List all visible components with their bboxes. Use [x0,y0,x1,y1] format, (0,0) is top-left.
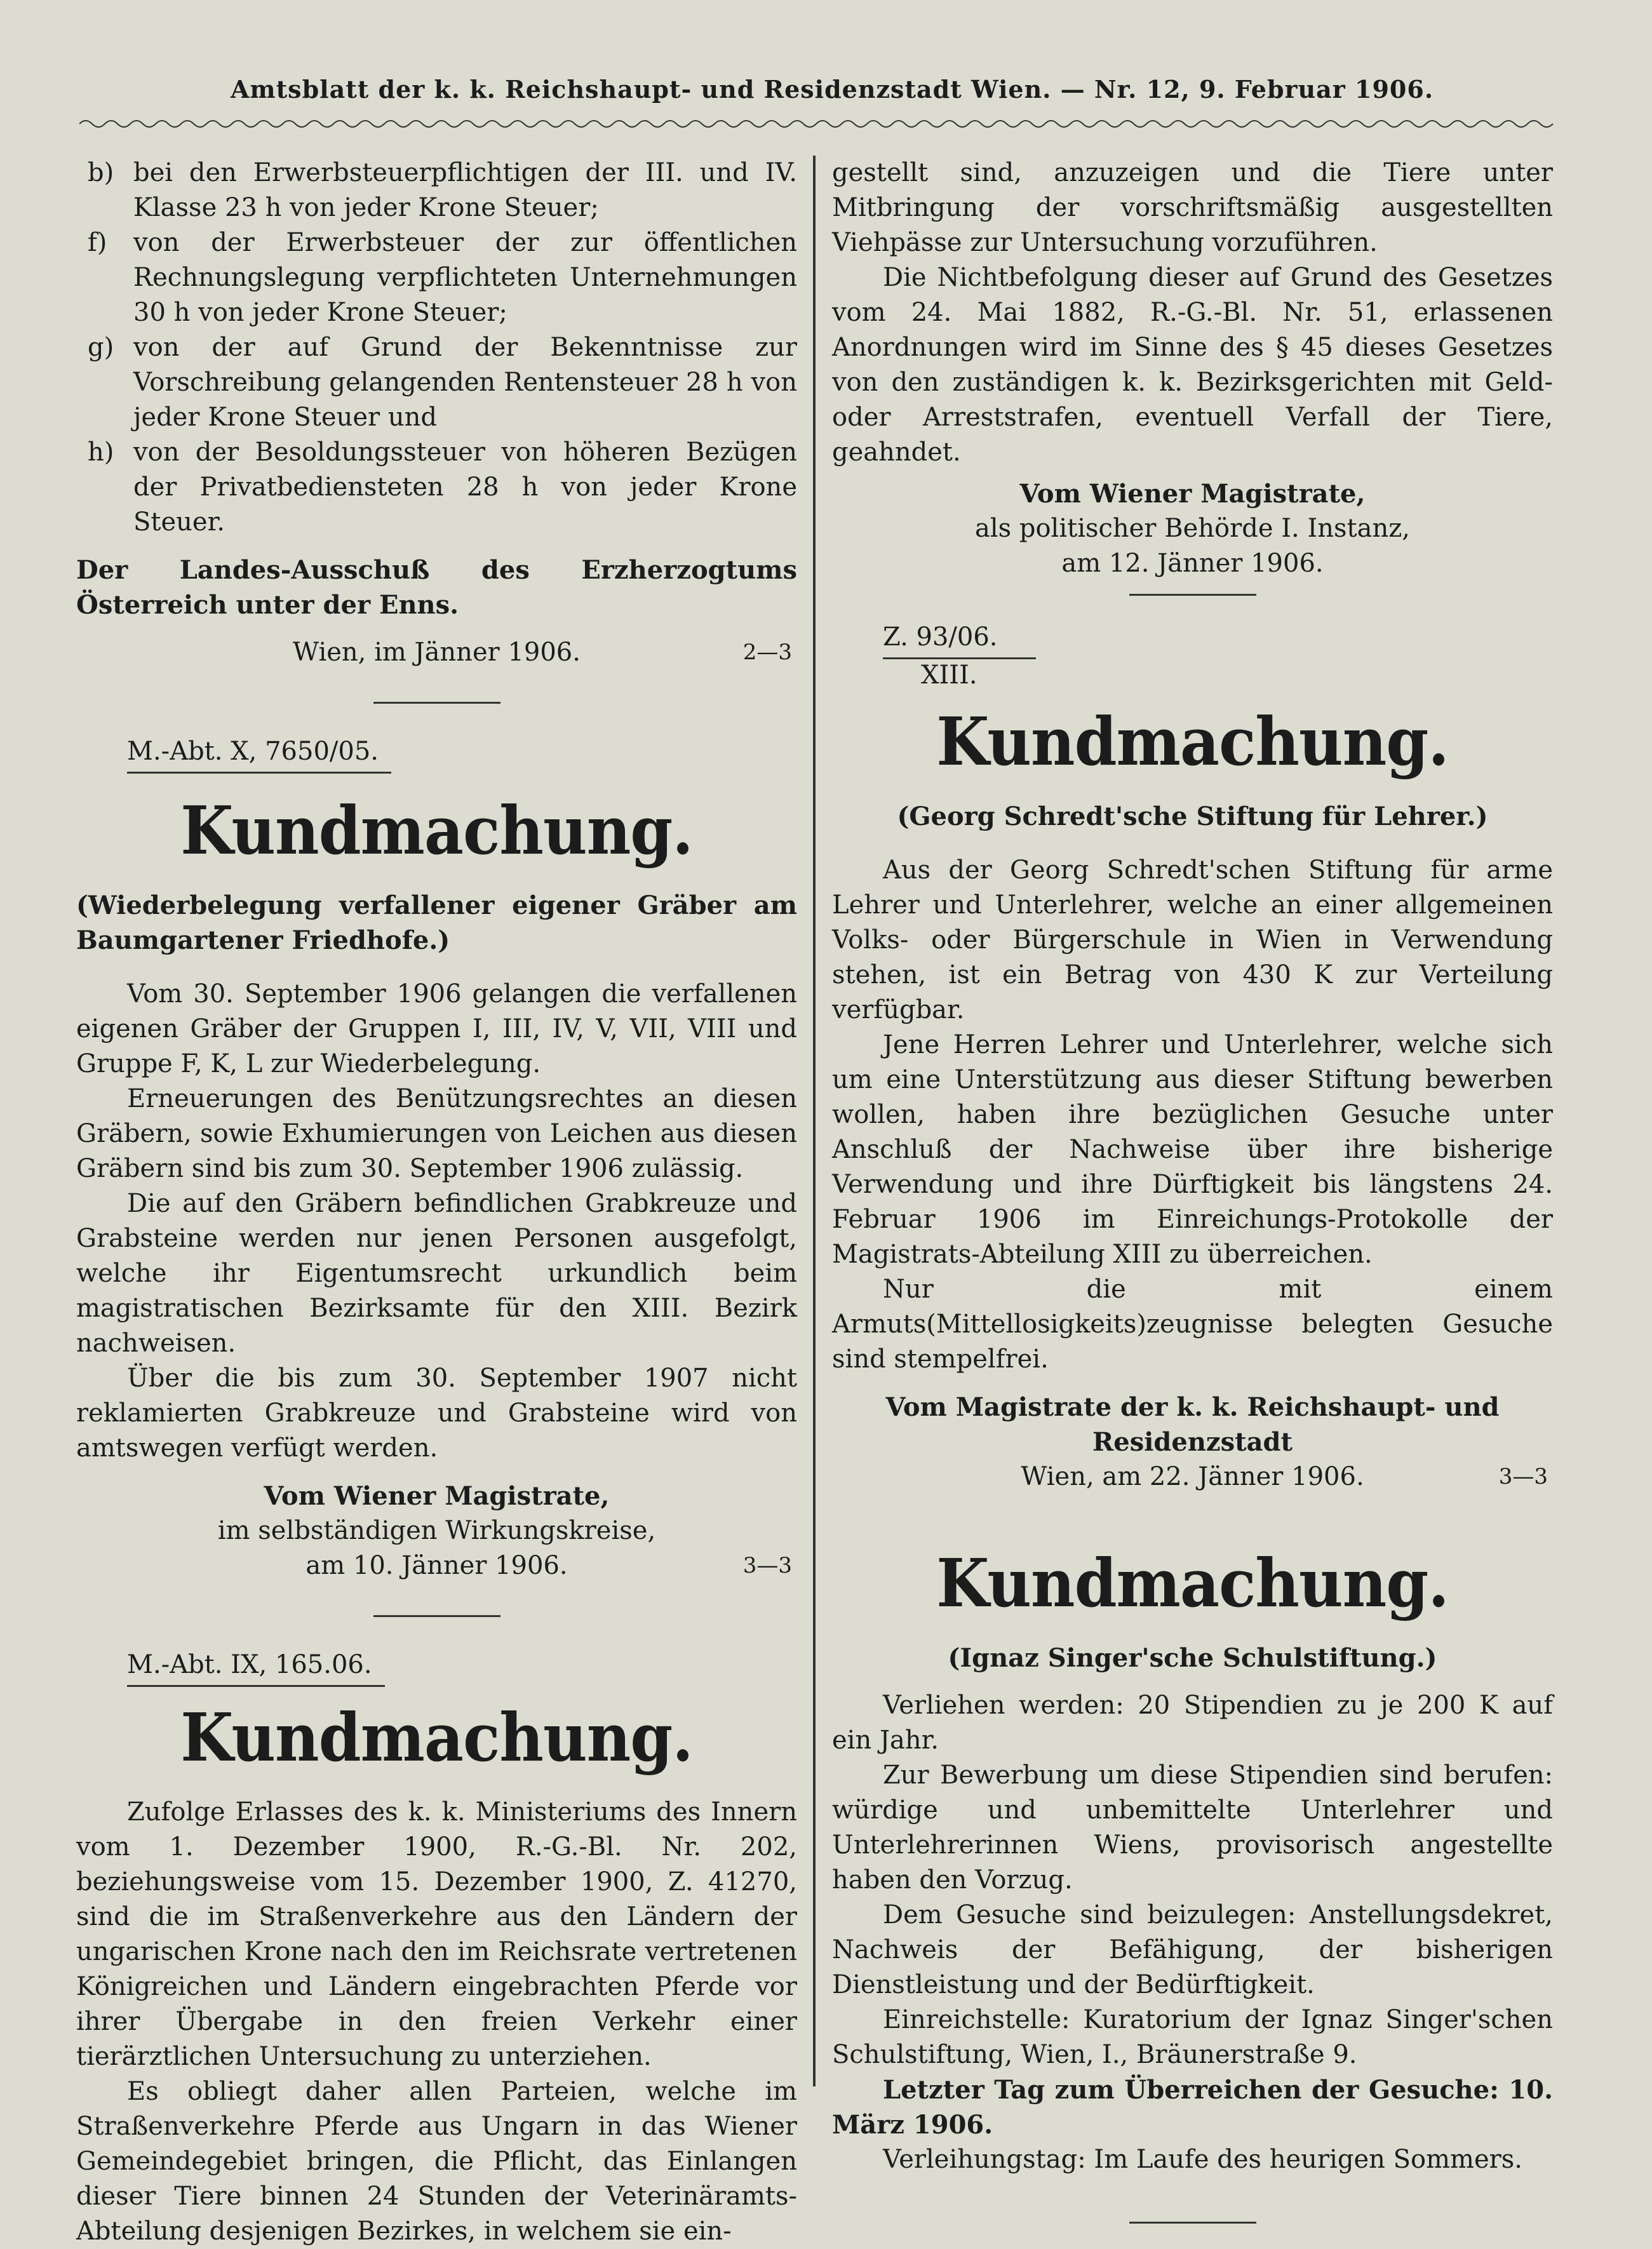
paragraph: Die Nichtbefolgung dieser auf Grund des Gesetzes vom 24. Mai 1882, R.-G.-Bl. Nr. 51, erlassenen Anordnungen wird im Sinne des § 45 dieses Gesetzes von den zuständigen k. k. Bezirksgerichten mit Geld- oder Arreststrafen, eventuell Verfall der Tiere, geahndet. [832,263,1553,467]
right-column [832,156,1553,2224]
paragraph: Vom 30. September 1906 gelangen die verfallenen eigenen Gräber der Gruppen I, III, IV, V, VII, VIII und Gruppe F, K, L zur Wiederbelegung. [76,979,797,1078]
paragraph: Zur Bewerbung um diese Stipendien sind berufen: würdige und unbemittelte Unterlehrer und Unterlehrerinnen Wiens, provisorisch angestellte haben den Vorzug. [832,1761,1553,1895]
sequence-number: 2—3 [742,640,792,665]
paragraph: Zufolge Erlasses des k. k. Ministeriums des Innern vom 1. Dezember 1900, R.-G.-Bl. Nr. 202, beziehungsweise vom 15. Dezember 1900, Z. 41270, sind die im Straßenverkehre aus den Ländern der ungarischen Krone nach den im Reichsrate vertretenen Königreichen und Ländern eingebrachten Pferde vor ihrer Übergabe in den freien Verkehr einer tierärztlichen Untersuchung zu unterziehen. [76,1797,797,2071]
paragraph: Dem Gesuche sind beizulegen: Anstellungsdekret, Nachweis der Befähigung, der bisherigen Dienstleistung und der Bedürftigkeit. [832,1900,1553,1999]
page-header: Amtsblatt der k. k. Reichshaupt- und Residenzstadt Wien. — Nr. 12, 9. Februar 1906. [230,75,1434,104]
paragraph: Es obliegt daher allen Parteien, welche im Straßenverkehre Pferde aus Ungarn in das Wiener Gemeindegebiet bringen, die Pflicht, das Einlangen dieser Tiere binnen 24 Stunden der Veterinäramts-Abteilung desjenigen Bezirkes, in welchem sie ein- [76,2077,797,2246]
reference-number: M.-Abt. X, 7650/05. [127,734,391,774]
signature-date: am 12. Jänner 1906. [1061,549,1324,578]
signature-line: im selbständigen Wirkungskreise, [217,1516,656,1545]
signature: Vom Wiener Magistrate, [264,1481,610,1511]
signature-date: Wien, am 22. Jänner 1906. 3—3 [832,1460,1553,1494]
paragraph: Verleihungstag: Im Laufe des heurigen Sommers. [883,2145,1522,2174]
reference-number: M.-Abt. IX, 165.06. [127,1648,385,1687]
sequence-number: 3—3 [742,1553,792,1578]
paragraph: Verliehen werden: 20 Stipendien zu je 200 K auf ein Jahr. [832,1691,1553,1755]
paragraph: Letzter Tag zum Überreichen der Gesuche: 10. März 1906. [832,2075,1553,2140]
paragraph: gestellt sind, anzuzeigen und die Tiere unter Mitbringung der vorschriftsmäßig ausgestellten Viehpässe zur Untersuchung vorzuführen. [832,158,1553,257]
sequence-number: 3—3 [1498,1464,1548,1489]
paragraph: Einreichstelle: Kuratorium der Ignaz Singer'schen Schulstiftung, Wien, I., Bräunerstraße 9. [832,2005,1553,2069]
notice-subtitle: (Wiederbelegung verfallener eigener Gräber am Baumgartener Friedhofe.) [76,890,797,955]
column-divider [813,156,816,2086]
left-column [76,156,797,2249]
notice-title: Kundmachung. [936,702,1449,781]
signature-line: als politischer Behörde I. Instanz, [974,514,1411,543]
notice-title: Kundmachung. [936,1544,1449,1622]
signature-date: am 10. Jänner 1906. 3—3 [76,1548,797,1583]
place-date: Wien, im Jänner 1906. 2—3 [76,635,797,670]
signature: Vom Magistrate der k. k. Reichshaupt- und Residenzstadt [885,1392,1500,1457]
paragraph: Jene Herren Lehrer und Unterlehrer, welche sich um eine Unterstützung aus dieser Stiftung bewerben wollen, haben ihre bezüglichen Gesuche unter Anschluß der Nachweise über ihre bisherige Verwendung und ihre Dürftigkeit bis längstens 24. Februar 1906 im Einreichungs-Protokolle der Magistrats-Abteilung XIII zu überreichen. [832,1030,1553,1269]
wavy-rule [79,117,1559,130]
paragraph: Aus der Georg Schredt'schen Stiftung für arme Lehrer und Unterlehrer, welche an einer allgemeinen Volks- oder Bürgerschule in Wien in Verwendung stehen, ist ein Betrag von 430 K zur Verteilung verfügbar. [832,856,1553,1024]
reference-number: Z. 93/06. [883,620,1036,659]
list-item: h) von der Besoldungssteuer von höheren Bezügen der Privatbediensteten 28 h von jeder Krone Steuer. [88,438,797,537]
signature-landesausschuss: Der Landes-Ausschuß des Erzherzogtums Österreich unter der Enns. [76,555,797,620]
notice-title: Kundmachung. [180,791,693,869]
paragraph: Nur die mit einem Armuts(Mittellosigkeits)zeugnisse belegten Gesuche sind stempelfrei. [832,1275,1553,1374]
notice-subtitle: (Georg Schredt'sche Stiftung für Lehrer.) [897,802,1488,831]
notice-title: Kundmachung. [180,1698,693,1776]
separator [1129,2222,1256,2224]
list-item: f) von der Erwerbsteuer der zur öffentlichen Rechnungslegung verpflichteten Unternehmungen 30 h von jeder Krone Steuer; [88,228,797,327]
list-item: b) bei den Erwerbsteuerpflichtigen der III. und IV. Klasse 23 h von jeder Krone Steuer; [88,158,797,222]
paragraph: Über die bis zum 30. September 1907 nicht reklamierten Grabkreuze und Grabsteine wird von amtswegen verfügt werden. [76,1364,797,1463]
paragraph: Erneuerungen des Benützungsrechtes an diesen Gräbern, sowie Exhumierungen von Leichen aus diesen Gräbern sind bis zum 30. September 1906 zulässig. [76,1084,797,1183]
reference-department: XIII. [921,661,977,690]
paragraph: Die auf den Gräbern befindlichen Grabkreuze und Grabsteine werden nur jenen Personen ausgefolgt, welche ihr Eigentumsrecht urkundlich beim magistratischen Bezirksamte für den XIII. Bezirk nachweisen. [76,1189,797,1358]
notice-subtitle: (Ignaz Singer'sche Schulstiftung.) [948,1643,1437,1673]
list-item: g) von der auf Grund der Bekenntnisse zur Vorschreibung gelangenden Rentensteuer 28 h von jeder Krone Steuer und [88,333,797,432]
signature: Vom Wiener Magistrate, [1019,479,1366,509]
